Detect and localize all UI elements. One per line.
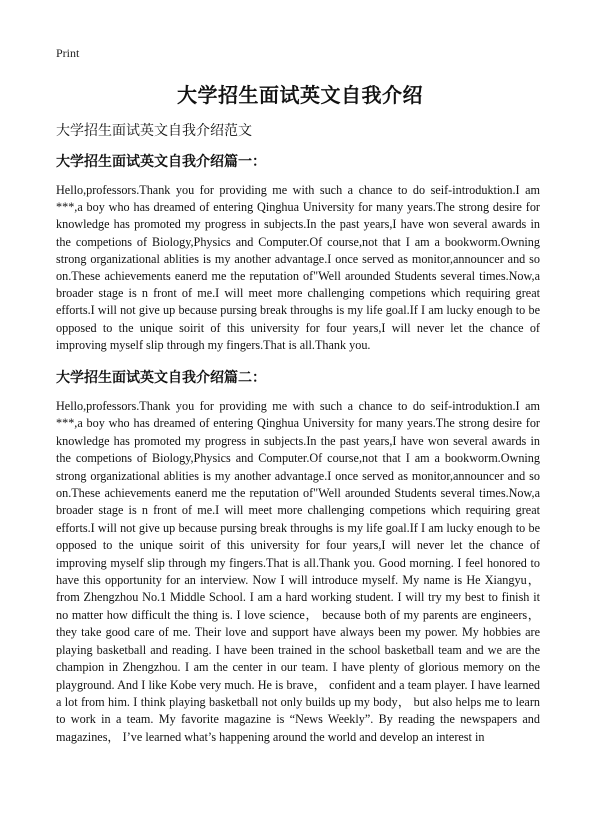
section-1-heading: 大学招生面试英文自我介绍篇一： [56, 154, 266, 170]
page-title: 大学招生面试英文自我介绍 [177, 83, 423, 107]
print-label[interactable]: Print [56, 46, 80, 60]
section-2-heading: 大学招生面试英文自我介绍篇二： [56, 370, 266, 386]
section-2-body: Hello,professors.Thank you for providing me with such a chance to do seif-introduktion.I am ***,a boy who has dreamed of entering Qinghua University for many years.The strong desire for knowledge has promoted my progress in subjects.In the past years,I have won several awards in the competions of Biology,Physics and Computer.Of course,not that I am a bookworm.Owning strong organizational ablities is my another advantage.I once served as monitor,announcer and so on.These achievements eanerd me the reputation of"Well arounded Students several times.Now,a broader stage is n front of me.I will meet more challenging competions which requiring great efforts.I will not give up because pursing break throughs is my life goal.If I am lucky enough to be opposed to the unique soirit of this university for four years,I will never let the chance of improving myself slip through my fingers.That is all.Thank you. Good morning. I feel honored to have this opportunity for an interview. Now I will introduce myself. My name is He Xiangyu，from Zhengzhou No.1 Middle School. I am a hard working student. I will try my best to finish it no matter how difficult the thing is. I love science， because both of my parents are engineers， they take good care of me. Their love and support have always been my power. My hobbies are playing basketball and reading. I have been trained in the school basketball team and we are the champion in Zhengzhou. I am the center in our team. I have plenty of glorious memory on the playground. And I like Kobe very much. He is brave， confident and a team player. I have learned a lot from him. I think playing basketball not only builds up my body， but also helps me to learn to work in a team. My favorite magazine is “News Weekly”. By reading the newspapers and magazines， I’ve learned what’s happening around the world and develop an interest in [56, 399, 540, 744]
page-subtitle: 大学招生面试英文自我介绍范文 [56, 123, 252, 139]
section-1-body: Hello,professors.Thank you for providing me with such a chance to do seif-introduktion.I am ***,a boy who has dreamed of entering Qinghua University for many years.The strong desire for knowledge has promoted my progress in subjects.In the past years,I have won several awards in the competions of Biology,Physics and Computer.Of course,not that I am a bookworm.Owning strong organizational ablities is my another advantage.I once served as monitor,announcer and so on.These achievements eanerd me the reputation of"Well arounded Students several times.Now,a broader stage is n front of me.I will meet more challenging competions which requiring great efforts.I will not give up because pursing break throughs is my life goal.If I am lucky enough to be opposed to the unique soirit of this university for four years,I will never let the chance of improving myself slip through my fingers.That is all.Thank you. [56, 183, 540, 352]
